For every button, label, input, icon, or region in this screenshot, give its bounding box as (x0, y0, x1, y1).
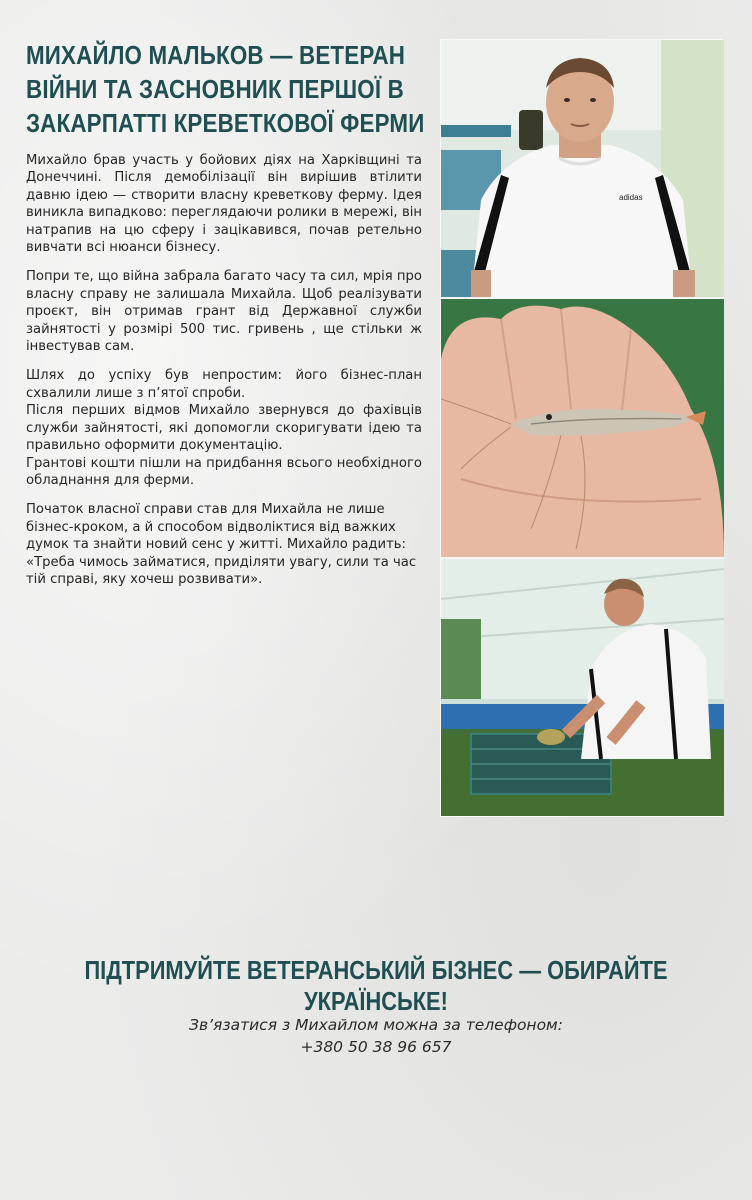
paragraph-path-line1: Шлях до успіху був непростим: його бізнес-план схвалили лише з п’ятої спроби. (26, 368, 422, 401)
paragraph-path-line3: Грантові кошти пішли на придбання всього необхідного обладнання для ферми. (26, 455, 422, 488)
paragraph-path (26, 367, 422, 489)
paragraph-advice: Початок власної справи став для Михайла не лише бізнес-кроком, а й способом відволіктися від важких думок та знайти новий сенс у житті. Михайло радить: «Треба чимось займатися, приділяти увагу, сили та час тій справі, яку хочеш розвивати». (26, 502, 417, 587)
photo-column (440, 39, 723, 817)
photo-portrait (441, 40, 724, 299)
paragraph-path-line2: Після перших відмов Михайло звернувся до фахівців служби зайнятості, які допомогли скоригувати ідею та правильно оформити документацію. (26, 403, 422, 454)
shirt-logo-text: adidas (619, 193, 643, 202)
phone-number: +380 50 38 96 657 (300, 1038, 452, 1056)
paragraph-combat: Михайло брав участь у бойових діях на Харківщині та Донеччині. Після демобілізації він вирішив втілити давню ідею — створити власну креветкову ферму. Ідея виникла випадково: переглядаючи ролики в мережі, він натрапив на цю сферу і зацікавився, почав ретельно вивчати всі нюанси бізнесу. (26, 153, 422, 256)
contact-info (0, 1014, 752, 1058)
contact-label: Зв’язатися з Михайлом можна за телефоном: (189, 1016, 563, 1034)
call-to-action: ПІДТРИМУЙТЕ ВЕТЕРАНСЬКИЙ БІЗНЕС — ОБИРАЙТЕ УКРАЇНСЬКЕ! (84, 955, 668, 1016)
photo-shrimp (441, 299, 724, 559)
paragraph-grant: Попри те, що війна забрала багато часу та сил, мрія про власну справу не залишала Михайла. Щоб реалізувати проєкт, він отримав грант від Державної служби зайнятості у розмірі 500 тис. гривень , ще стільки ж інвестував сам. (26, 269, 422, 355)
page-title: МИХАЙЛО МАЛЬКОВ — ВЕТЕРАН ВІЙНИ ТА ЗАСНОВНИК ПЕРШОЇ В ЗАКАРПАТТІ КРЕВЕТКОВОЇ ФЕРМИ (26, 40, 425, 138)
photo-farm-pool (441, 559, 724, 816)
article-body (26, 152, 422, 600)
